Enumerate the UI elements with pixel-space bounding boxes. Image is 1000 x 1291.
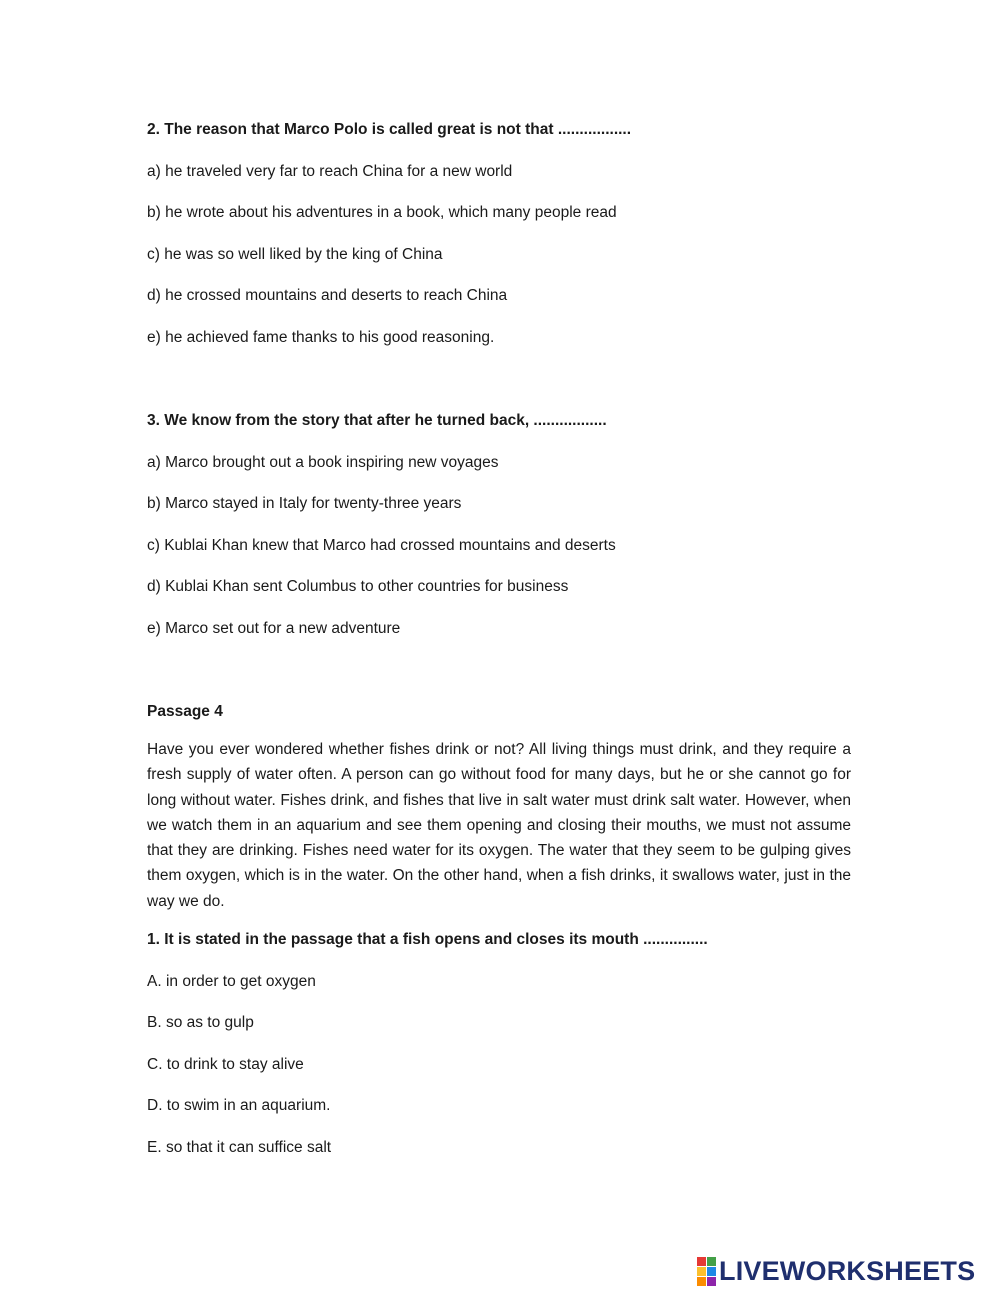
passage-4-option-d: D. to swim in an aquarium. <box>147 1097 331 1115</box>
logo-text: LIVEWORKSHEETS <box>719 1255 976 1286</box>
question-2-option-e: e) he achieved fame thanks to his good reasoning. <box>147 328 495 346</box>
passage-4-option-c: C. to drink to stay alive <box>147 1055 304 1073</box>
logo-block <box>707 1257 716 1266</box>
passage-4-question-1-title: 1. It is stated in the passage that a fish opens and closes its mouth ............... <box>147 931 708 949</box>
question-2-option-d: d) he crossed mountains and deserts to reach China <box>147 287 508 304</box>
question-3-option-d: d) Kublai Khan sent Columbus to other countries for business <box>147 578 569 595</box>
question-2-title: 2. The reason that Marco Polo is called great is not that ................. <box>147 121 632 138</box>
logo-block <box>707 1277 716 1286</box>
question-3-option-c: c) Kublai Khan knew that Marco had crossed mountains and deserts <box>147 536 616 554</box>
question-3-option-b: b) Marco stayed in Italy for twenty-three years <box>147 495 462 512</box>
question-3 <box>147 408 851 641</box>
passage-4-question-1 <box>147 927 851 1160</box>
question-3-option-e: e) Marco set out for a new adventure <box>147 619 401 637</box>
logo-block <box>697 1277 706 1286</box>
question-2-option-a: a) he traveled very far to reach China for a new world <box>147 162 513 180</box>
logo-block <box>697 1257 706 1266</box>
liveworksheets-logo <box>697 1255 975 1287</box>
question-2-option-b: b) he wrote about his adventures in a book, which many people read <box>147 204 617 221</box>
passage-4-text: Have you ever wondered whether fishes drink or not? All living things must drink, and they require a fresh supply of water often. A person can go without food for many days, but he or she cannot go for long without water. Fishes drink, and fishes that live in salt water must drink salt water. However, when we watch them in an aquarium and see them opening and closing their mouths, we must not assume that they are drinking. Fishes need water for its oxygen. The water that they seem to be gulping gives them oxygen, which is in the water. On the other hand, when a fish drinks, it swallows water, just in the way we do. <box>147 741 851 910</box>
passage-4 <box>147 699 851 1160</box>
question-2-option-c: c) he was so well liked by the king of China <box>147 245 443 263</box>
question-3-option-a: a) Marco brought out a book inspiring new voyages <box>147 453 499 471</box>
passage-4-option-a: A. in order to get oxygen <box>147 972 316 990</box>
logo-block <box>707 1267 716 1276</box>
question-2 <box>147 117 851 350</box>
logo-block <box>697 1267 706 1276</box>
worksheet-content <box>147 117 851 1156</box>
passage-4-option-e: E. so that it can suffice salt <box>147 1138 332 1156</box>
passage-4-option-b: B. so as to gulp <box>147 1014 254 1032</box>
passage-4-title: Passage 4 <box>147 703 223 720</box>
question-3-title: 3. We know from the story that after he turned back, ................. <box>147 412 607 429</box>
logo-blocks-icon <box>697 1257 716 1286</box>
